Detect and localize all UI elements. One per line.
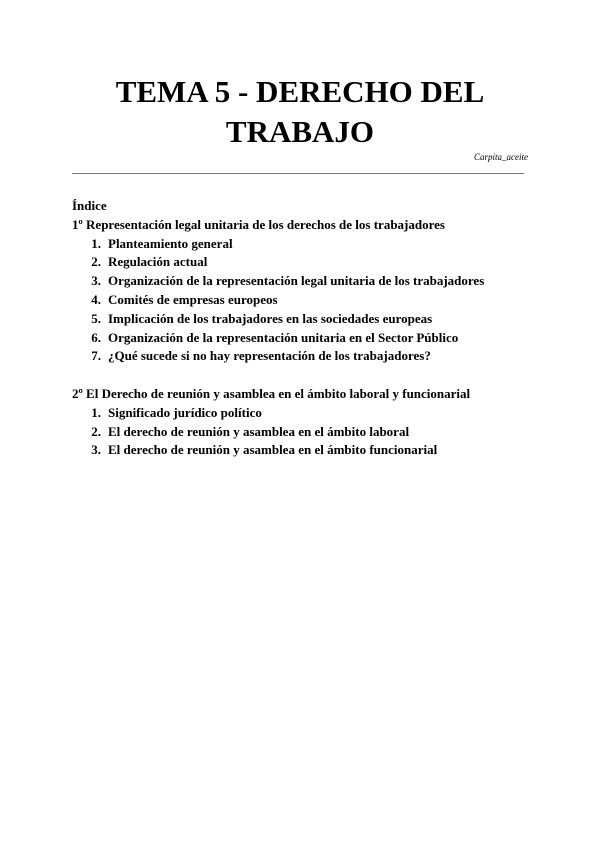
list-item — [72, 253, 542, 272]
item-text: El derecho de reunión y asamblea en el ámbito laboral — [108, 423, 410, 439]
item-text: Organización de la representación unitaria en el Sector Público — [108, 329, 459, 345]
header-divider — [72, 173, 524, 174]
item-number: 5. — [91, 310, 101, 326]
item-number: 1. — [91, 235, 101, 251]
item-number: 3. — [91, 273, 101, 289]
item-number: 3. — [91, 442, 101, 458]
list-item — [72, 310, 542, 329]
item-text: Regulación actual — [108, 254, 208, 270]
section-2 — [72, 385, 542, 460]
author-name: Carpita_aceite — [474, 152, 528, 162]
item-text: Organización de la representación legal unitaria de los trabajadores — [108, 273, 485, 289]
index-heading: Índice — [72, 198, 107, 213]
section-title: 1º Representación legal unitaria de los derechos de los trabajadores — [72, 216, 445, 232]
list-item — [72, 347, 542, 366]
table-of-contents — [72, 197, 542, 460]
item-text: Planteamiento general — [108, 235, 233, 251]
list-item — [72, 423, 542, 442]
item-number: 2. — [91, 254, 101, 270]
list-item — [72, 441, 542, 460]
list-item — [72, 272, 542, 291]
item-number: 7. — [91, 348, 101, 364]
item-number: 1. — [91, 404, 101, 420]
item-text: El derecho de reunión y asamblea en el ámbito funcionarial — [108, 442, 438, 458]
item-text: Significado jurídico político — [108, 404, 262, 420]
item-number: 2. — [91, 423, 101, 439]
item-text: Implicación de los trabajadores en las sociedades europeas — [108, 310, 433, 326]
document-title: TEMA 5 - DERECHO DEL TRABAJO — [115, 74, 485, 149]
item-number: 4. — [91, 291, 101, 307]
list-item — [72, 404, 542, 423]
section-title: 2º El Derecho de reunión y asamblea en el ámbito laboral y funcionarial — [72, 385, 471, 401]
section-1 — [72, 216, 542, 366]
section-2-list — [72, 404, 542, 460]
item-text: Comités de empresas europeos — [108, 291, 278, 307]
section-1-list — [72, 235, 542, 367]
list-item — [72, 235, 542, 254]
item-number: 6. — [91, 329, 101, 345]
item-text: ¿Qué sucede si no hay representación de los trabajadores? — [108, 348, 431, 364]
list-item — [72, 291, 542, 310]
list-item — [72, 329, 542, 348]
